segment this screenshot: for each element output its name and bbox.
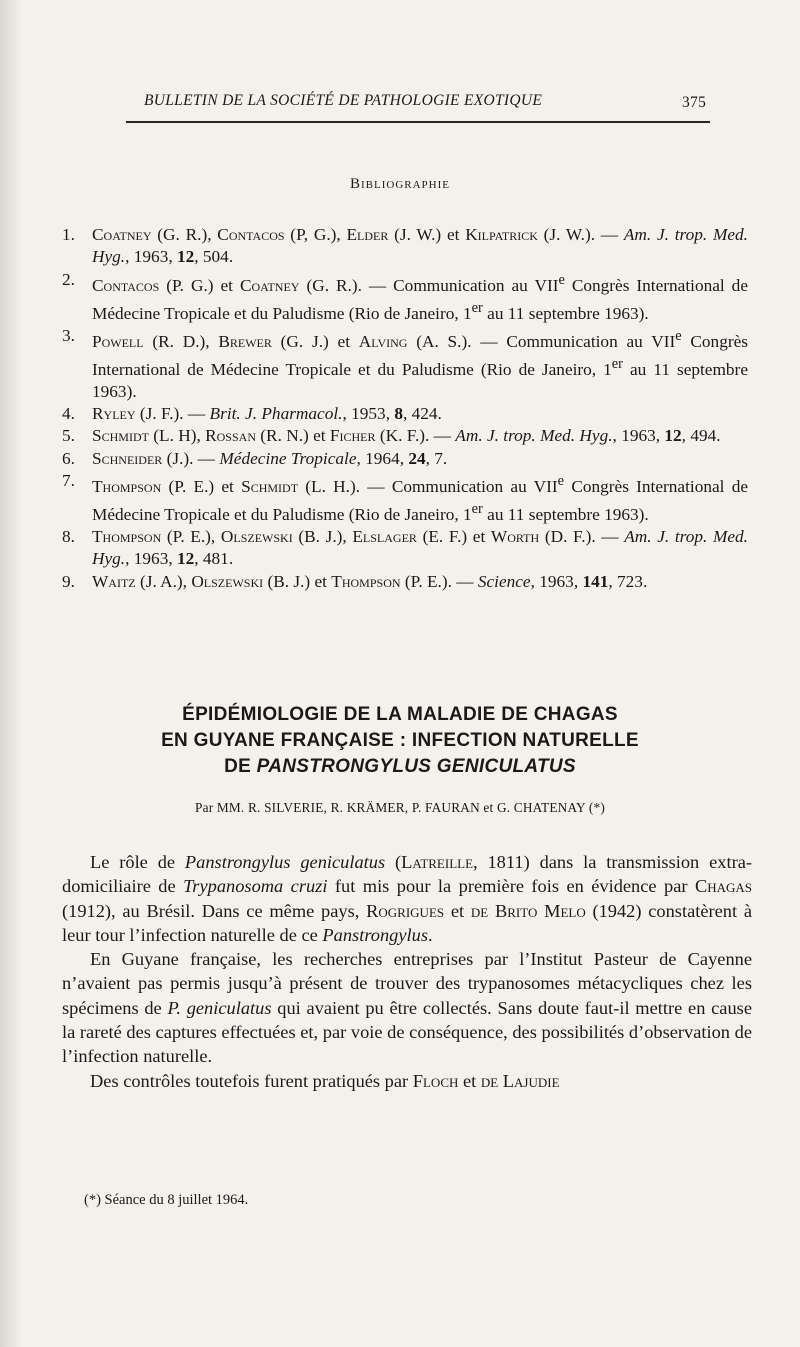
entry-number: 7. — [62, 471, 75, 491]
text-run: 8 — [394, 404, 403, 424]
text-run: Congrès International de Médecine Tropicale et du Paludisme (Rio de Janeiro, 1 — [92, 476, 749, 524]
text-run: En Guyane française, les recherches entreprises par l’Institut Pasteur de Cayenne n’avaient pas permis jusqu’à présent de trouver des trypanosomes métacycliques chez les spécimens de — [62, 949, 752, 1018]
text-run: Olszewski — [191, 571, 264, 591]
text-run: er — [471, 501, 483, 518]
title-prefix: DE — [224, 756, 257, 777]
text-run: Olszewski — [220, 527, 293, 547]
page-number: 375 — [682, 94, 707, 111]
text-run: (J. W.). — — [537, 225, 624, 244]
text-run: Latreille — [401, 852, 474, 872]
text-run: (1912), au Brésil. Dans ce même pays, — [62, 900, 367, 921]
text-run: (R. D.), — [143, 331, 219, 351]
article-title-line-1: ÉPIDÉMIOLOGIE DE LA MALADIE DE CHAGAS — [182, 704, 618, 725]
text-run: Rossan — [205, 426, 256, 446]
bibliography-entry — [62, 269, 748, 325]
text-run: (E. F.) et — [416, 527, 491, 547]
text-run: Panstrongylus geniculatus — [184, 852, 386, 872]
article-title-line-3 — [0, 754, 800, 780]
text-run: (B. J.), — [292, 527, 353, 547]
text-run: Schmidt — [241, 476, 299, 496]
text-run: 12 — [176, 549, 195, 569]
text-run: Contacos — [217, 225, 285, 244]
text-run: Elslager — [352, 527, 417, 547]
text-run: Coatney — [239, 275, 300, 295]
text-run: (G. R.). — Communication au VII — [299, 275, 559, 295]
text-run: Coatney — [92, 225, 152, 244]
text-run: (D. F.). — — [539, 527, 625, 547]
text-run: (B. J.) et — [263, 571, 332, 591]
entry-number: 1. — [62, 225, 75, 244]
text-run: de Brito Melo — [470, 900, 586, 921]
text-run: Thompson — [331, 571, 401, 591]
text-run: (L. H.). — Communication au VII — [298, 476, 558, 496]
text-run: P. geniculatus — [167, 997, 272, 1018]
text-run: Am. J. trop. Med. Hyg. — [92, 527, 749, 569]
text-run: et — [444, 900, 471, 921]
entry-number: 3. — [62, 325, 75, 345]
text-run: , 1963, — [530, 571, 583, 591]
entry-number: 6. — [62, 448, 75, 468]
text-run: , 1811) dans la transmission extra-domiciliaire de — [62, 852, 752, 897]
text-run: Brit. J. Pharmacol. — [209, 404, 343, 424]
text-run: , 723. — [608, 571, 648, 591]
text-run: Powell — [92, 331, 144, 351]
text-run: , 1964, — [356, 448, 409, 468]
title-species: PANSTRONGYLUS GENICULATUS — [256, 756, 576, 777]
text-run: qui avaient pu être collectés. Sans doute faut-il mettre en cause la rareté des captures effectuées et, par voie de conséquence, des possibilités d’observation de l’infection naturelle. — [62, 997, 752, 1067]
text-run: (P. E.), — [161, 527, 221, 547]
text-run: Am. J. trop. Med. Hyg. — [455, 426, 613, 446]
text-run: Am. J. trop. Med. Hyg. — [92, 225, 748, 267]
text-run: . — [428, 924, 433, 945]
text-run: Floch — [412, 1070, 459, 1091]
bibliography-entry — [62, 403, 748, 425]
text-run: Panstrongylus — [322, 924, 428, 945]
entry-number: 5. — [62, 426, 75, 446]
text-run: (J. A.), — [135, 571, 192, 591]
text-run: et — [458, 1070, 481, 1091]
journal-title: BULLETIN DE LA SOCIÉTÉ DE PATHOLOGIE EXOTIQUE — [144, 92, 543, 109]
text-run: Thompson — [92, 476, 162, 496]
text-run: , 424. — [402, 404, 442, 424]
text-run: de Lajudie — [480, 1070, 560, 1091]
text-run: Médecine Tropicale — [219, 448, 357, 468]
text-run: , 494. — [681, 426, 721, 446]
text-run: Worth — [490, 527, 540, 547]
body-paragraph — [62, 1069, 752, 1093]
text-run: (P. E.). — — [400, 571, 478, 591]
text-run: Trypanosoma cruzi — [183, 876, 328, 897]
text-run: (P. E.) et — [161, 476, 242, 496]
text-run: , 1963, — [125, 549, 177, 569]
text-run: au 11 septembre 1963). — [482, 303, 649, 323]
text-run: Schmidt — [92, 426, 149, 446]
bibliography-entry — [62, 571, 748, 593]
article-authors: Par MM. R. SILVERIE, R. KRÄMER, P. FAURAN et G. CHATENAY (*) — [195, 800, 605, 815]
page-edge-shadow — [0, 0, 22, 1347]
text-run: au 11 septembre 1963). — [92, 359, 748, 401]
text-run: er — [611, 355, 623, 372]
bibliography-entry — [62, 470, 748, 526]
bibliography-heading: Bibliographie — [350, 176, 450, 192]
text-run: , 1953, — [342, 404, 395, 424]
bibliography-entry — [62, 425, 748, 447]
text-run: fut mis pour la première fois en évidence par — [327, 876, 695, 897]
bibliography-entry — [62, 526, 748, 571]
text-run: (J. W.) et — [388, 225, 466, 244]
entry-number: 4. — [62, 404, 75, 424]
text-run: , 481. — [194, 549, 234, 569]
text-run: (K. F.). — — [375, 426, 456, 446]
text-run: (R. N.) et — [255, 426, 330, 446]
header-rule — [126, 121, 710, 123]
text-run: Schneider — [92, 448, 163, 468]
entry-number: 2. — [62, 269, 75, 289]
text-run: e — [675, 327, 682, 344]
text-run: Congrès International de Médecine Tropicale et du Paludisme (Rio de Janeiro, 1 — [92, 331, 748, 379]
text-run: Alving — [358, 331, 408, 351]
text-run: Brewer — [218, 331, 272, 351]
article-title-line-2: EN GUYANE FRANÇAISE : INFECTION NATURELLE — [161, 730, 639, 751]
text-run: e — [557, 473, 565, 490]
text-run: , 7. — [425, 448, 448, 468]
text-run: Ryley — [92, 404, 136, 424]
text-run: Des contrôles toutefois furent pratiqués par — [90, 1070, 413, 1091]
text-run: (P, G.), — [284, 225, 347, 244]
text-run: (G. R.), — [151, 225, 218, 244]
text-run: Le rôle de — [90, 852, 185, 872]
text-run: 141 — [582, 571, 609, 591]
text-run: (J.). — — [162, 448, 220, 468]
text-run: Rogrigues — [366, 900, 445, 921]
text-run: Chagas — [694, 876, 752, 897]
bibliography-entry — [62, 224, 748, 269]
article-title — [0, 702, 800, 780]
text-run: Science — [477, 571, 531, 591]
text-run: Contacos — [92, 275, 160, 295]
body-paragraph — [62, 947, 752, 1068]
entry-number: 8. — [62, 527, 75, 547]
bibliography-entry — [62, 448, 748, 470]
text-run: er — [471, 299, 483, 316]
text-run: Elder — [346, 225, 389, 244]
text-run: (G. J.) et — [271, 331, 359, 351]
bibliography-list — [62, 224, 748, 593]
text-run: , 504. — [194, 247, 234, 267]
text-run: 12 — [664, 426, 682, 446]
footnote: (*) Séance du 8 juillet 1964. — [84, 1192, 249, 1208]
text-run: ( — [385, 852, 402, 872]
text-run: (P. G.) et — [159, 275, 240, 295]
text-run: Ficher — [329, 426, 376, 446]
text-run: (L. H), — [148, 426, 206, 446]
text-run: Congrès International de Médecine Tropicale et du Paludisme (Rio de Janeiro, 1 — [92, 275, 748, 323]
text-run: , 1963, — [612, 426, 665, 446]
body-paragraph — [62, 850, 752, 947]
text-run: 24 — [408, 448, 426, 468]
text-run: (A. S.). — Communication au VII — [407, 331, 676, 351]
bibliography-entry — [62, 325, 748, 403]
text-run: e — [558, 271, 565, 288]
text-run: (1942) constatèrent à leur tour l’infection naturelle de ce — [62, 900, 753, 945]
text-run: 12 — [176, 247, 195, 267]
text-run: , 1963, — [125, 247, 177, 267]
text-run: Thompson — [92, 527, 162, 547]
text-run: Waitz — [92, 571, 136, 591]
text-run: Kilpatrick — [465, 225, 538, 244]
article-body — [62, 850, 752, 1093]
entry-number: 9. — [62, 571, 75, 591]
text-run: (J. F.). — — [135, 404, 210, 424]
text-run: au 11 septembre 1963). — [482, 504, 649, 524]
